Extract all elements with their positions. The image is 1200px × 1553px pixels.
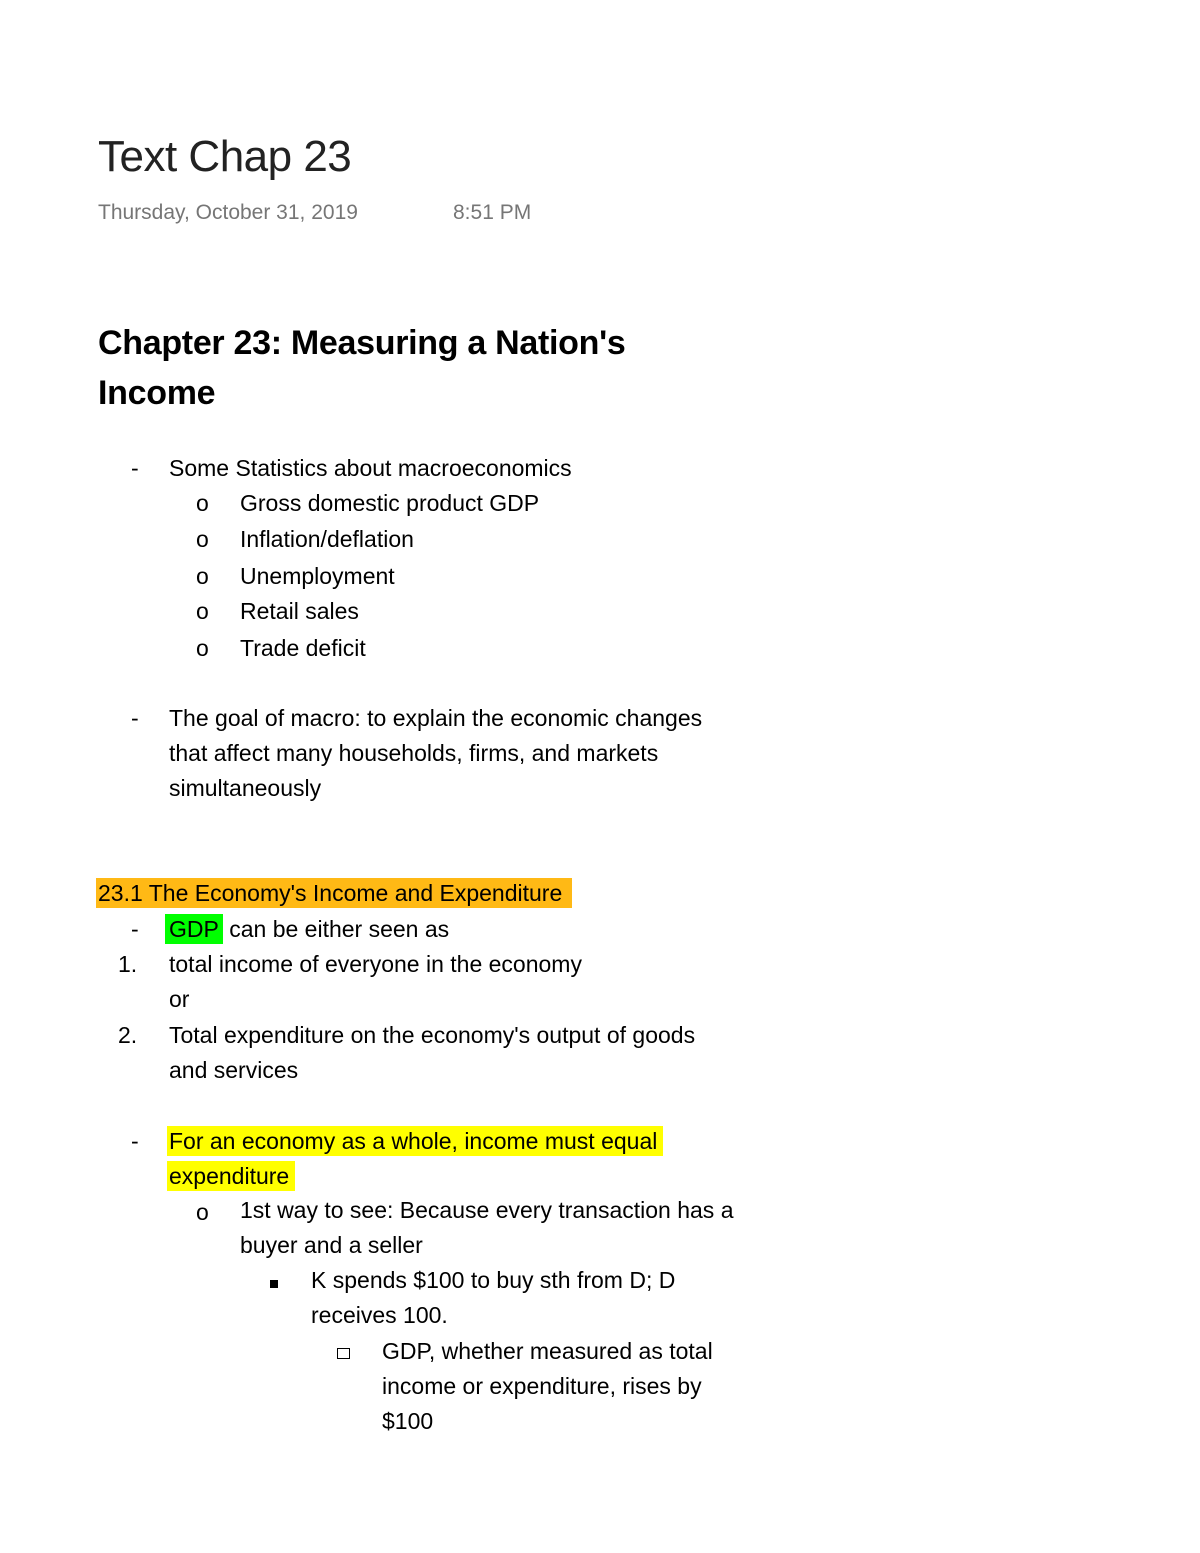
page-date: Thursday, October 31, 2019	[98, 201, 358, 224]
list-item-continued: buyer and a seller	[240, 1232, 423, 1258]
numbered-item: total income of everyone in the economy	[169, 951, 582, 977]
key-highlight: expenditure	[167, 1161, 295, 1191]
numbered-item: Total expenditure on the economy's output of goods	[169, 1022, 696, 1048]
list-item: K spends $100 to buy sth from D; D	[311, 1267, 676, 1293]
number-marker: 1.	[118, 951, 138, 977]
list-item: Trade deficit	[240, 635, 366, 661]
list-item-continued: receives 100.	[311, 1302, 448, 1328]
numbered-item-continued: and services	[169, 1057, 299, 1083]
chapter-heading	[98, 318, 778, 418]
list-item-continued: simultaneously	[169, 775, 322, 801]
dash-bullet: -	[131, 705, 139, 731]
dash-bullet: -	[131, 916, 139, 942]
chapter-heading-line2: Income	[98, 374, 216, 412]
list-item	[169, 1124, 663, 1159]
square-bullet-icon	[270, 1263, 278, 1298]
circle-bullet: o	[196, 490, 209, 516]
circle-bullet: o	[196, 526, 209, 552]
list-item: Inflation/deflation	[240, 526, 414, 552]
hollow-square-bullet-icon	[337, 1334, 350, 1369]
section-header	[98, 876, 572, 911]
circle-bullet: o	[196, 1199, 209, 1225]
list-item: Gross domestic product GDP	[240, 490, 540, 516]
dash-bullet: -	[131, 1128, 139, 1154]
number-marker: 2.	[118, 1022, 138, 1048]
dash-bullet: -	[131, 455, 139, 481]
list-item	[169, 912, 449, 947]
circle-bullet: o	[196, 563, 209, 589]
page-time: 8:51 PM	[453, 201, 532, 224]
gdp-text: can be either seen as	[222, 916, 450, 942]
chapter-heading-line1: Chapter 23: Measuring a Nation's	[98, 324, 626, 362]
list-item: Unemployment	[240, 563, 395, 589]
list-item-continued: $100	[382, 1408, 434, 1434]
list-item-continued: that affect many households, firms, and markets	[169, 740, 659, 766]
circle-bullet: o	[196, 598, 209, 624]
list-item: GDP, whether measured as total	[382, 1338, 713, 1364]
list-item: Some Statistics about macroeconomics	[169, 455, 572, 481]
numbered-item-continued: or	[169, 986, 190, 1012]
list-item: Retail sales	[240, 598, 359, 624]
list-item-continued: income or expenditure, rises by	[382, 1373, 702, 1399]
key-highlight: For an economy as a whole, income must equal	[167, 1126, 663, 1156]
list-item-continued	[169, 1159, 295, 1194]
list-item: The goal of macro: to explain the economic changes	[169, 705, 703, 731]
circle-bullet: o	[196, 635, 209, 661]
page-title: Text Chap 23	[98, 132, 352, 181]
section-header-highlight: 23.1 The Economy's Income and Expenditure	[96, 878, 572, 908]
gdp-highlight: GDP	[165, 914, 223, 944]
list-item: 1st way to see: Because every transaction has a	[240, 1197, 734, 1223]
